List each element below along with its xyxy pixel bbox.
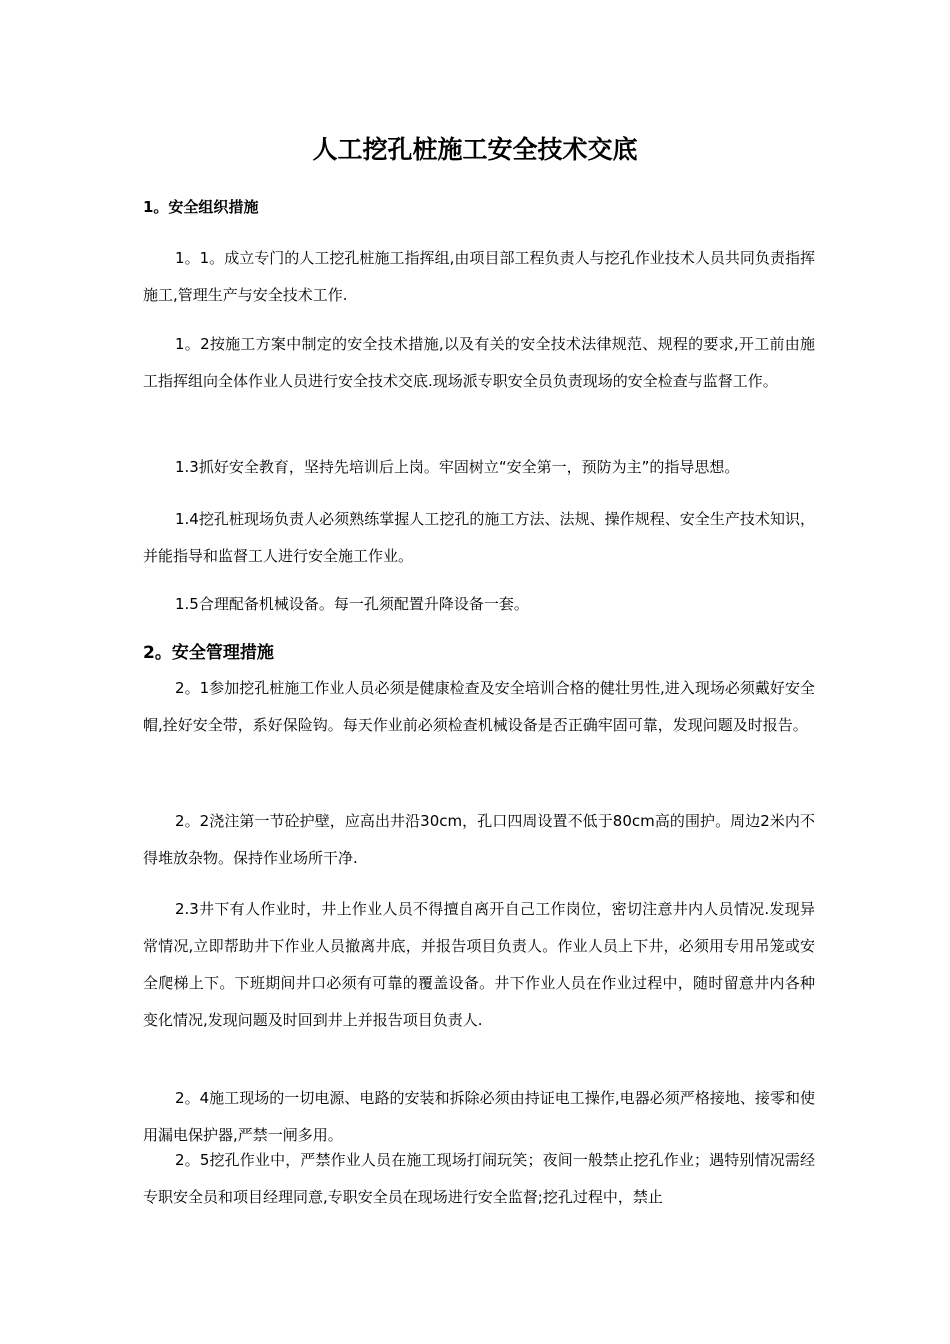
paragraph-2-1: 2。1参加挖孔桩施工作业人员必须是健康检查及安全培训合格的健壮男性,进入现场必须戴好安全帽,拴好安全带，系好保险钩。每天作业前必须检查机械设备是否正确牢固可靠，发现问题及时报告。 <box>143 679 815 734</box>
paragraph-1-3: 1.3抓好安全教育，坚持先培训后上岗。牢固树立“安全第一，预防为主”的指导思想。 <box>175 458 740 476</box>
paragraph-1-2: 1。2按施工方案中制定的安全技术措施,以及有关的安全技术法律规范、规程的要求,开工前由施工指挥组向全体作业人员进行安全技术交底.现场派专职安全员负责现场的安全检查与监督工作。 <box>143 335 815 390</box>
paragraph-2-2: 2。2浇注第一节砼护壁，应高出井沿30cm，孔口四周设置不低于80cm高的围护。周边2米内不得堆放杂物。保持作业场所干净. <box>143 812 815 867</box>
paragraph-1-1: 1。1。成立专门的人工挖孔桩施工指挥组,由项目部工程负责人与挖孔作业技术人员共同负责指挥施工,管理生产与安全技术工作. <box>143 249 815 304</box>
paragraph-1-4: 1.4挖孔桩现场负责人必须熟练掌握人工挖孔的施工方法、法规、操作规程、安全生产技术知识，并能指导和监督工人进行安全施工作业。 <box>143 510 815 565</box>
section-heading-safety-management: 2。安全管理措施 <box>143 643 274 663</box>
paragraph-2-4: 2。4施工现场的一切电源、电路的安装和拆除必须由持证电工操作,电器必须严格接地、接零和使用漏电保护器,严禁一闸多用。 <box>143 1089 815 1144</box>
section-heading-safety-organization: 1。安全组织措施 <box>143 198 259 216</box>
paragraph-2-5: 2。5挖孔作业中，严禁作业人员在施工现场打闹玩笑；夜间一般禁止挖孔作业；遇特别情况需经专职安全员和项目经理同意,专职安全员在现场进行安全监督;挖孔过程中，禁止 <box>143 1151 815 1206</box>
document-title: 人工挖孔桩施工安全技术交底 <box>312 135 638 164</box>
paragraph-1-5: 1.5合理配备机械设备。每一孔须配置升降设备一套。 <box>175 595 529 613</box>
paragraph-2-3: 2.3井下有人作业时，井上作业人员不得擅自离开自己工作岗位，密切注意井内人员情况.发现异常情况,立即帮助井下作业人员撤离井底，并报告项目负责人。作业人员上下井，必须用专用吊笼或安全爬梯上下。下班期间井口必须有可靠的覆盖设备。井下作业人员在作业过程中，随时留意井内各种变化情况,发现问题及时回到井上并报告项目负责人. <box>143 900 815 1029</box>
